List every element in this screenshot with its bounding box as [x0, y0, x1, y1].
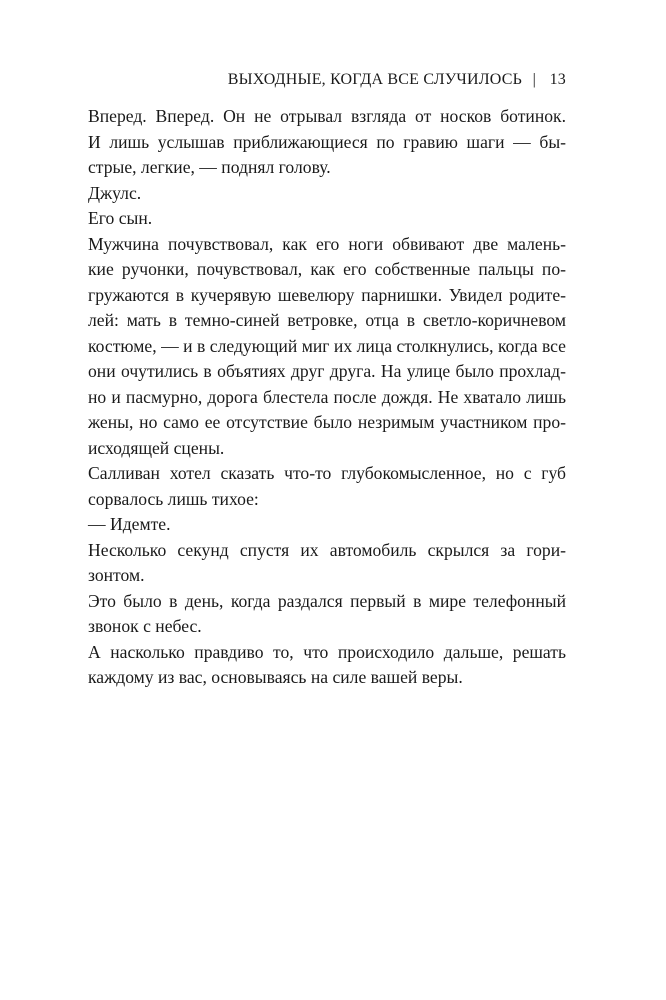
text-line: жены, но само ее отсутствие было незримым участником про-	[88, 412, 566, 432]
text-line: — Идемте.	[88, 514, 171, 534]
paragraph	[88, 181, 566, 207]
paragraph	[88, 512, 566, 538]
text-line: зонтом.	[88, 565, 145, 585]
text-line: И лишь услышав приближающиеся по гравию шаги — бы-	[88, 131, 566, 152]
paragraph	[88, 461, 566, 512]
text-line: Его сын.	[88, 208, 153, 228]
body-text	[88, 104, 566, 691]
text-line: Вперед. Вперед. Он не отрывал взгляда от носков ботинок.	[88, 106, 566, 126]
text-line: Несколько секунд спустя их автомобиль скрылся за гори-	[88, 539, 566, 560]
text-line: А насколько правдиво то, что происходило дальше, решать	[88, 641, 566, 662]
text-line: звонок с небес.	[88, 616, 202, 636]
paragraph	[88, 589, 566, 640]
running-header	[88, 71, 566, 93]
text-line: гружаются в кучерявую шевелюру парнишки. Увидел родите-	[88, 284, 566, 305]
text-line: но и пасмурно, дорога блестела после дождя. Не хватало лишь	[88, 386, 566, 407]
paragraph	[88, 232, 566, 462]
text-line: лей: мать в темно-синей ветровке, отца в светло-коричневом	[88, 310, 566, 330]
paragraph	[88, 206, 566, 232]
text-line: стрые, легкие, — поднял голову.	[88, 157, 331, 177]
text-line: костюме, — и в следующий миг их лица столкнулись, когда все	[88, 335, 566, 356]
running-title: ВЫХОДНЫЕ, КОГДА ВСЕ СЛУЧИЛОСЬ	[227, 71, 522, 88]
paragraph	[88, 640, 566, 691]
text-line: они очутились в объятиях друг друга. На улице было прохлад-	[88, 361, 566, 381]
text-line: кие ручонки, почувствовал, как его собственные пальцы по-	[88, 259, 566, 279]
text-line: исходящей сцены.	[88, 437, 225, 458]
text-line: Это было в день, когда раздался первый в мире телефонный	[88, 590, 566, 611]
text-line: Мужчина почувствовал, как его ноги обвивают две малень-	[88, 233, 566, 254]
page-number-separator: |	[532, 71, 536, 88]
text-line: Джулс.	[88, 182, 142, 203]
page-number: 13	[549, 71, 566, 88]
text-line: сорвалось лишь тихое:	[88, 488, 259, 509]
paragraph	[88, 538, 566, 589]
text-line: каждому из вас, основываясь на силе вашей веры.	[88, 667, 463, 687]
paragraph	[88, 104, 566, 181]
text-line: Салливан хотел сказать что-то глубокомысленное, но с губ	[88, 463, 566, 483]
